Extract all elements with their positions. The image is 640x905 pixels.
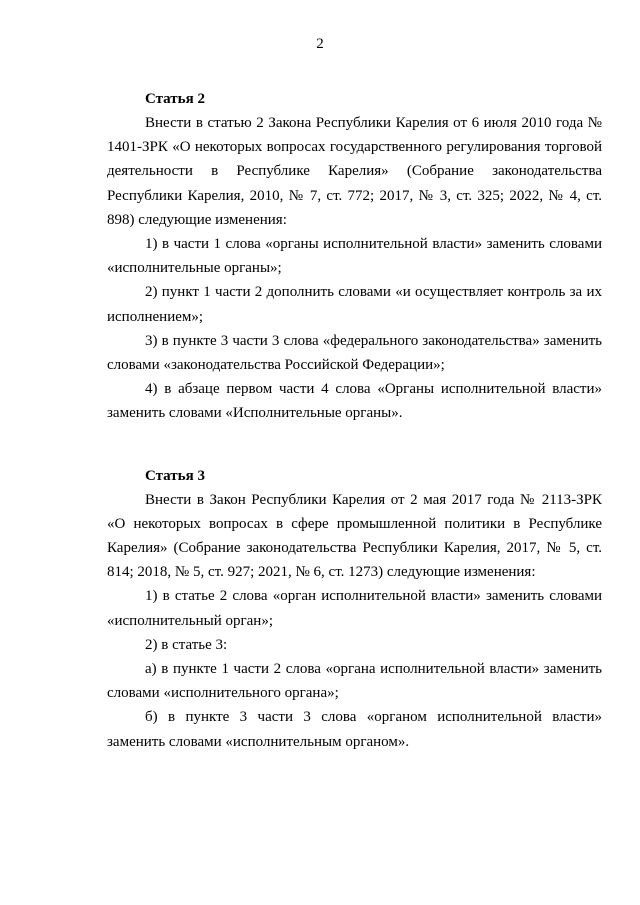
paragraph: 2) в статье 3: xyxy=(145,636,228,653)
paragraph: б) в пункте 3 части 3 слова «органом исполнительной власти» заменить словами «исполнительным органом». xyxy=(107,709,602,750)
page-number: 2 xyxy=(316,36,324,52)
article-heading: Статья 2 xyxy=(145,91,205,107)
article-spacer xyxy=(107,426,602,464)
article-heading: Статья 3 xyxy=(145,467,205,484)
article-2 xyxy=(107,87,602,426)
paragraph: а) в пункте 1 части 2 слова «органа исполнительной власти» заменить словами «исполнительного органа»; xyxy=(107,661,602,702)
paragraph: 3) в пункте 3 части 3 слова «федерального законодательства» заменить словами «законодательства Российской Федерации»; xyxy=(107,332,602,374)
article-3 xyxy=(107,464,602,754)
paragraph: 4) в абзаце первом части 4 слова «Органы исполнительной власти» заменить словами «Исполнительные органы». xyxy=(107,381,602,422)
paragraph: 1) в части 1 слова «органы исполнительной власти» заменить словами «исполнительные органы»; xyxy=(107,236,602,277)
paragraph: 2) пункт 1 части 2 дополнить словами «и осуществляет контроль за их исполнением»; xyxy=(107,284,602,325)
document-body xyxy=(107,87,602,754)
paragraph: Внести в Закон Республики Карелия от 2 мая 2017 года № 2113-ЗРК «О некоторых вопросах в сфере промышленной политики в Республике Карелия» (Собрание законодательства Республики Карелия, 2017, № 5, ст. 814; 2018, № 5, ст. 927; 2021, № 6, ст. 1273) следующие изменения: xyxy=(107,491,602,581)
paragraph: 1) в статье 2 слова «орган исполнительной власти» заменить словами «исполнительный орган»; xyxy=(107,588,602,629)
paragraph: Внести в статью 2 Закона Республики Карелия от 6 июля 2010 года № 1401-ЗРК «О некоторых вопросах государственного регулирования торговой деятельности в Республике Карелия» (Собрание законодательства Республики Карелия, 2010, № 7, ст. 772; 2017, № 3, ст. 325; 2022, № 4, ст. 898) следующие изменения: xyxy=(107,115,602,228)
